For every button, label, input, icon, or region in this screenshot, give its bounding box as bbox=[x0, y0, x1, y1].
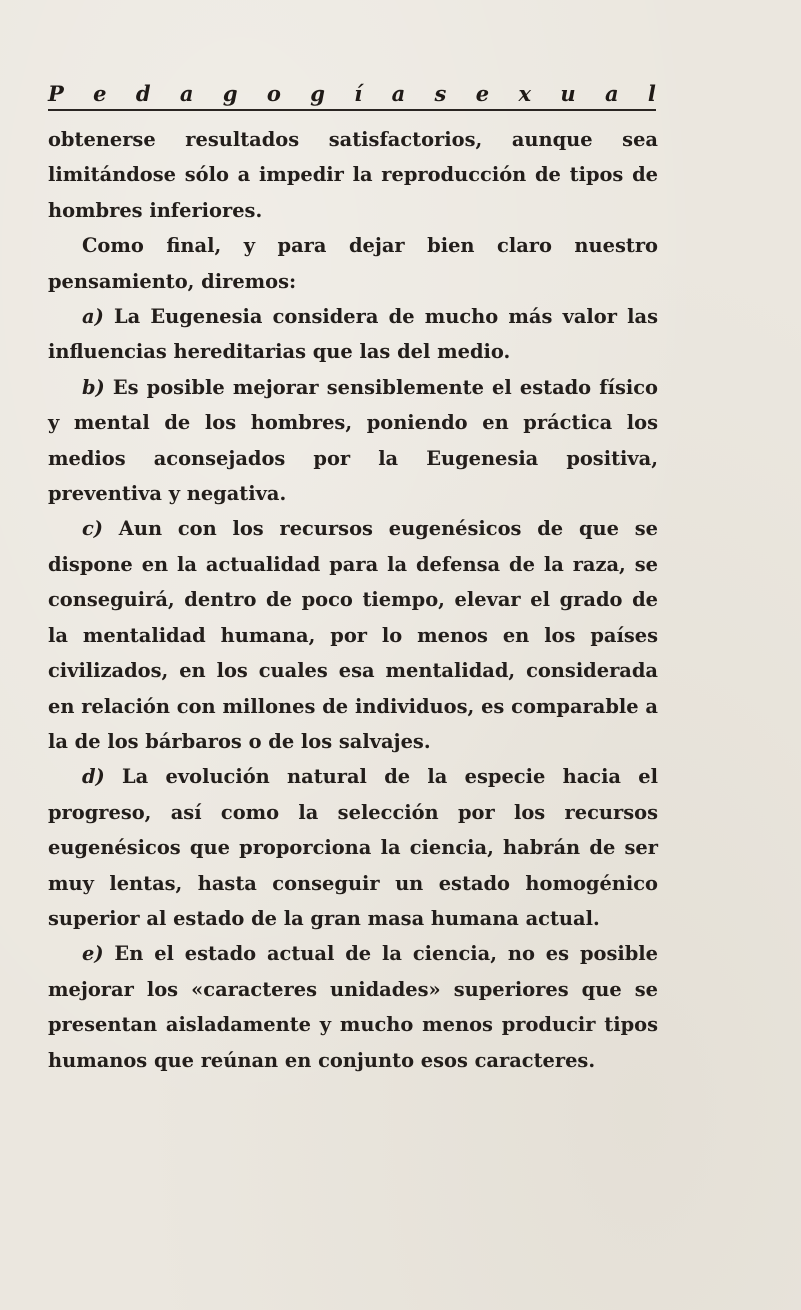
paragraph-text: Aun con los recursos eugenésicos de que se dispone en la actualidad para la defensa de la raza, se conseguirá, dentro de poco tiempo, elevar el grado de la mentalidad humana, por lo menos en los países civilizados, en los cuales esa mentalidad, considerada en relación con millones de individuos, es comparable a la de los bárbaros o de los salvajes. bbox=[48, 517, 658, 753]
paragraph-text: Como final, y para dejar bien claro nuestro pensamiento, diremos: bbox=[48, 234, 658, 293]
paragraph-text: obtenerse resultados satisfactorios, aunque sea limitándose sólo a impedir la reproducción de tipos de hombres inferiores. bbox=[48, 128, 658, 222]
paragraph-item-a bbox=[48, 299, 658, 370]
item-label: d) bbox=[82, 765, 105, 789]
paragraph-text: En el estado actual de la ciencia, no es posible mejorar los «caracteres unidades» superiores que se presentan aisladamente y mucho menos producir tipos humanos que reúnan en conjunto esos caracteres. bbox=[48, 942, 658, 1072]
running-head-letter: g bbox=[310, 81, 325, 106]
paragraph-item-b bbox=[48, 370, 658, 512]
header-rule bbox=[48, 109, 656, 111]
running-head bbox=[48, 76, 656, 106]
running-head-letter: s bbox=[434, 81, 447, 106]
paragraph-continuation bbox=[48, 122, 658, 228]
running-head-letter: e bbox=[475, 81, 490, 106]
running-head-letter: u bbox=[560, 81, 576, 106]
body-text bbox=[48, 122, 658, 1078]
paragraph-intro bbox=[48, 228, 658, 299]
paragraph-item-c bbox=[48, 511, 658, 759]
item-label: b) bbox=[82, 375, 105, 399]
running-head-letter: a bbox=[179, 81, 194, 106]
running-head-letter: l bbox=[647, 81, 656, 106]
running-head-letter: e bbox=[93, 81, 107, 106]
paragraph-text: La Eugenesia considera de mucho más valor las influencias hereditarias que las del medio. bbox=[48, 305, 658, 364]
running-head-letter: a bbox=[391, 81, 406, 106]
paragraph-item-e bbox=[48, 936, 658, 1078]
item-label: e) bbox=[82, 942, 104, 966]
running-head-letter: g bbox=[222, 81, 238, 106]
running-head-letter: o bbox=[266, 81, 281, 106]
paragraph-item-d bbox=[48, 759, 658, 936]
paragraph-text: Es posible mejorar sensiblemente el estado físico y mental de los hombres, poniendo en práctica los medios aconsejados por la Eugenesia positiva, preventiva y negativa. bbox=[48, 375, 658, 506]
paragraph-text: La evolución natural de la especie hacia el progreso, así como la selección por los recursos eugenésicos que proporciona la ciencia, habrán de ser muy lentas, hasta conseguir un estado homogénico superior al estado de la gran masa humana actual. bbox=[48, 765, 658, 930]
running-head-letter: x bbox=[518, 81, 531, 106]
running-head-letter: d bbox=[135, 81, 151, 106]
item-label: c) bbox=[82, 517, 103, 541]
running-head-letter: P bbox=[48, 81, 64, 106]
item-label: a) bbox=[82, 305, 104, 329]
running-head-letter: í bbox=[354, 81, 363, 106]
running-head-letter: a bbox=[604, 81, 619, 106]
